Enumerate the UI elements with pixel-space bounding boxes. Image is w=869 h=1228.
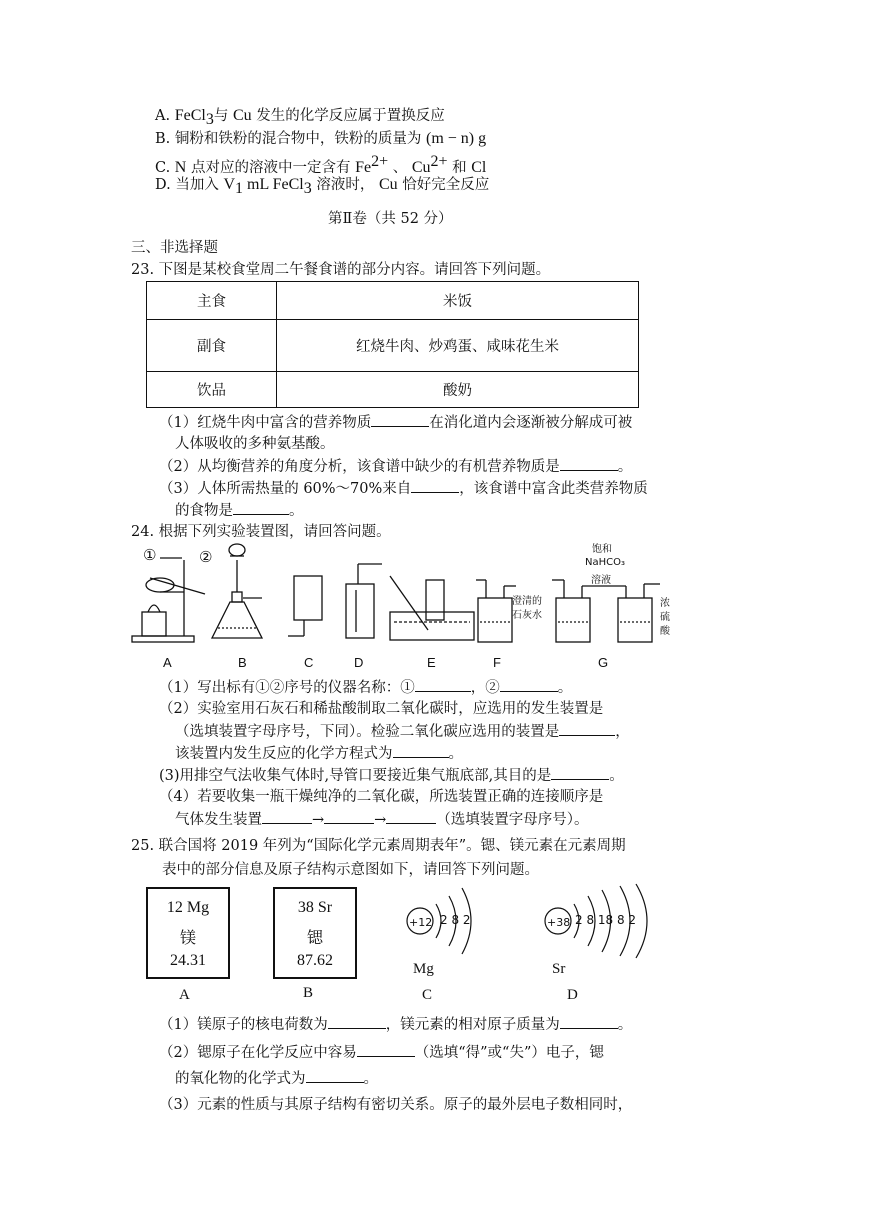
q25-sub2: （2）锶原子在化学反应中容易 （选填“得”或“失”）电子，锶 [159, 1042, 604, 1063]
answer-blank[interactable] [551, 765, 609, 780]
q25-stem-2: 表中的部分信息及原子结构示意图如下，请回答下列问题。 [162, 862, 539, 878]
q25-sub2-cont: 的氧化物的化学式为 。 [175, 1068, 378, 1089]
row-value: 米饭 [277, 282, 639, 320]
f-label-line2: 石灰水 [512, 610, 542, 621]
answer-blank[interactable] [357, 1042, 415, 1057]
row-label: 饮品 [147, 372, 277, 408]
sr-nucleus: +38 [547, 916, 571, 929]
q24-sub2: （2）实验室用石灰石和稀盐酸制取二氧化碳时，应选用的发生装置是 [159, 701, 604, 717]
apparatus-label: C [304, 655, 314, 670]
q24-stem: 24. 根据下列实验装置图，请回答问题。 [131, 524, 391, 540]
answer-blank[interactable] [393, 743, 449, 758]
apparatus-label: F [493, 655, 501, 670]
part-heading: 三、非选择题 [131, 240, 218, 256]
section-title: 第Ⅱ卷（共 52 分） [328, 211, 453, 227]
apparatus-label: D [354, 655, 364, 670]
q25-stem-1: 25. 联合国将 2019 年列为“国际化学元素周期表年”。锶、镁元素在元素周期 [131, 838, 626, 854]
answer-blank[interactable] [386, 809, 436, 824]
apparatus-label: B [238, 655, 247, 670]
option-a: A. FeCl$_3$与 Cu 发生的化学反应属于置换反应 [155, 107, 445, 128]
option-c: C. N 点对应的溶液中一定含有 $Fe^{2+}$ 、 $Cu^{2+}$ 和 Cl [155, 153, 487, 176]
row-label: 副食 [147, 320, 277, 372]
q25-sub1: （1）镁原子的核电荷数为 ，镁元素的相对原子质量为 。 [159, 1014, 632, 1035]
f-label-line1: 澄清的 [512, 596, 542, 607]
q23-stem: 23. 下图是某校食堂周二午餐食谱的部分内容。请回答下列问题。 [131, 262, 551, 278]
apparatus-label: G [598, 655, 609, 670]
element-card-mg: 12 Mg 镁 24.31 [146, 887, 230, 979]
row-value: 酸奶 [277, 372, 639, 408]
answer-blank[interactable] [262, 809, 312, 824]
q23-sub3-cont: 的食物是 。 [175, 500, 304, 521]
q23-sub1-cont: 人体吸收的多种氨基酸。 [175, 436, 335, 452]
q24-sub2-cont: （选填装置字母序号，下同）。检验二氧化碳应选用的装置是 ， [175, 721, 630, 742]
sr-shells: 2 8 18 8 2 [575, 913, 637, 927]
answer-blank[interactable] [559, 721, 615, 736]
mg-nucleus: +12 [409, 916, 433, 929]
figure-label: B [303, 985, 314, 1001]
answer-blank[interactable] [306, 1068, 364, 1083]
q24-sub1: （1）写出标有①②序号的仪器名称：① ，② 。 [159, 677, 572, 698]
atom-symbol-sr: Sr [552, 961, 566, 977]
q24-sub4-cont: 气体发生装置 → → （选填装置字母序号）。 [175, 809, 589, 830]
table-row [147, 282, 639, 320]
table-row [147, 320, 639, 372]
mg-shells: 2 8 2 [440, 913, 471, 927]
q24-sub3: (3)用排空气法收集气体时,导管口要接近集气瓶底部,其目的是 。 [159, 765, 624, 786]
answer-blank[interactable] [415, 677, 471, 692]
q24-sub4: （4）若要收集一瓶干燥纯净的二氧化碳，所选装置正确的连接顺序是 [159, 789, 604, 805]
answer-blank[interactable] [371, 412, 429, 427]
table-row [147, 372, 639, 408]
answer-blank[interactable] [560, 1014, 618, 1029]
option-b: B. 铜粉和铁粉的混合物中，铁粉的质量为 (m − n) g [155, 130, 487, 147]
answer-blank[interactable] [233, 500, 289, 515]
apparatus-label: A [163, 655, 172, 670]
answer-blank[interactable] [324, 809, 374, 824]
figure-label: A [179, 987, 190, 1003]
apparatus-figure [0, 540, 869, 670]
answer-blank[interactable] [500, 677, 558, 692]
q23-sub2: （2）从均衡营养的角度分析，该食谱中缺少的有机营养物质是 。 [159, 456, 632, 477]
answer-blank[interactable] [411, 478, 459, 493]
option-d: D. 当加入 $V_1$ mL FeCl$_3$ 溶液时， Cu 恰好完全反应 [155, 176, 490, 197]
g-label-right3: 酸 [660, 626, 670, 637]
answer-blank[interactable] [560, 456, 618, 471]
row-value: 红烧牛肉、炒鸡蛋、咸味花生米 [277, 320, 639, 372]
apparatus-label: E [427, 655, 436, 670]
g-label-top1: 饱和 [592, 544, 612, 555]
menu-table [146, 281, 639, 408]
q23-sub1: （1）红烧牛肉中富含的营养物质 在消化道内会逐渐被分解成可被 [159, 412, 632, 433]
q23-sub3: （3）人体所需热量的 60%～70%来自 ，该食谱中富含此类营养物质 [159, 478, 648, 499]
element-card-sr: 38 Sr 锶 87.62 [273, 887, 357, 979]
marker-2: ② [199, 548, 213, 566]
g-label-top3: 溶液 [591, 575, 611, 586]
marker-1: ① [143, 546, 157, 564]
figure-label: C [422, 987, 433, 1003]
q24-sub2-cont2: 该装置内发生反应的化学方程式为 。 [175, 743, 463, 764]
g-label-right1: 浓 [660, 598, 670, 609]
row-label: 主食 [147, 282, 277, 320]
figure-label: D [567, 987, 578, 1003]
q25-sub3: （3）元素的性质与其原子结构有密切关系。原子的最外层电子数相同时， [159, 1097, 633, 1113]
g-label-top2: NaHCO₃ [585, 557, 625, 568]
g-label-right2: 硫 [660, 612, 670, 623]
atom-diagrams [0, 882, 869, 972]
atom-symbol-mg: Mg [413, 961, 434, 977]
answer-blank[interactable] [328, 1014, 386, 1029]
